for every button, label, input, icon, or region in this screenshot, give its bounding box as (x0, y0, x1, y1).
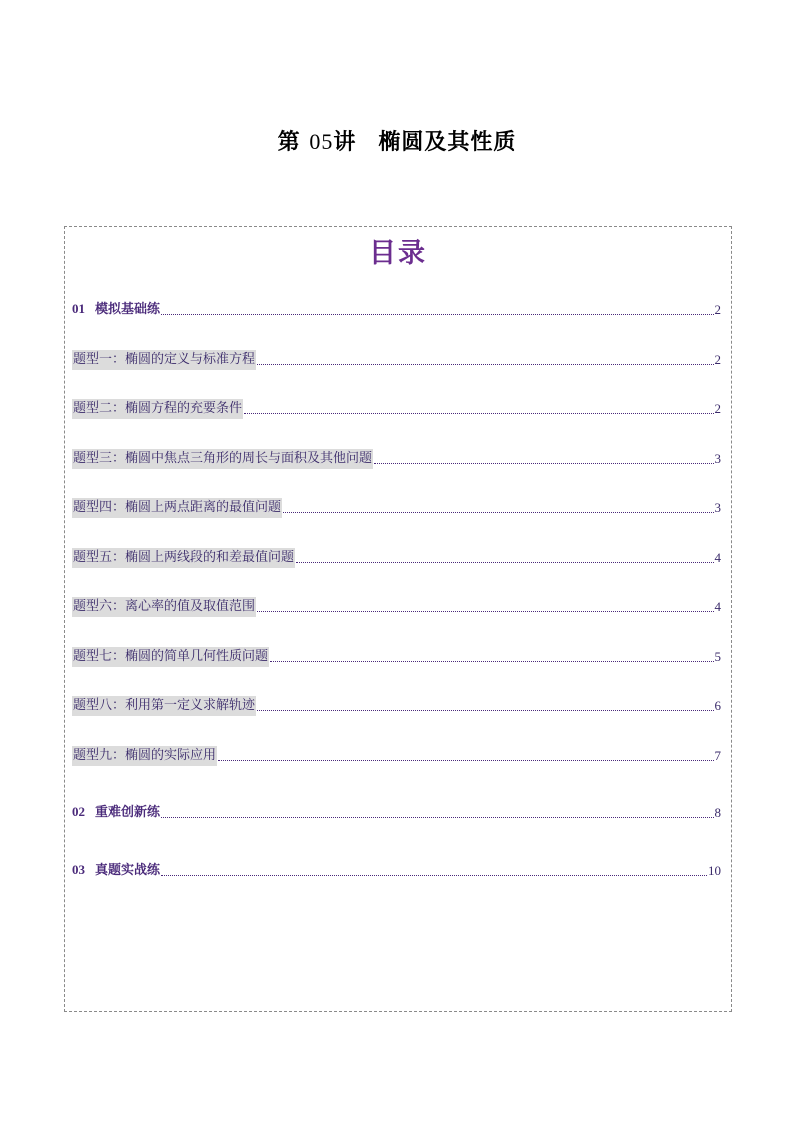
toc-entry-label: 题型一：椭圆的定义与标准方程 (72, 350, 256, 370)
title-prefix: 第 (277, 130, 301, 155)
toc-entry-label: 02 重难创新练 (72, 804, 161, 820)
toc-entry-type-5[interactable] (72, 548, 721, 568)
toc-entry-section-02[interactable] (72, 803, 721, 823)
toc-entry-label: 题型六：离心率的值及取值范围 (72, 597, 256, 617)
toc-entry-page: 2 (714, 401, 721, 416)
toc-entry-label: 题型九：椭圆的实际应用 (72, 746, 217, 766)
title-suffix: 讲 (333, 130, 357, 155)
page-title (0, 125, 794, 156)
toc-entry-type-1[interactable] (72, 350, 721, 370)
toc-entry-type-2[interactable] (72, 399, 721, 419)
toc-entry-page: 10 (708, 863, 721, 878)
dot-leader (257, 364, 713, 365)
toc-entry-page: 6 (714, 698, 721, 713)
toc-entry-page: 8 (714, 805, 721, 820)
toc-entry-label: 题型二：椭圆方程的充要条件 (72, 399, 243, 419)
toc-entry-label: 题型四：椭圆上两点距离的最值问题 (72, 498, 282, 518)
toc-entry-page: 4 (714, 599, 721, 614)
toc-entry-page: 7 (714, 748, 721, 763)
toc-entry-page: 4 (714, 550, 721, 565)
title-topic: 椭圆及其性质 (378, 130, 517, 155)
toc-entry-index: 01 (72, 301, 85, 316)
dot-leader (244, 413, 713, 414)
toc-entry-type-6[interactable] (72, 597, 721, 617)
toc-entry-type-3[interactable] (72, 449, 721, 469)
toc-box (64, 226, 732, 1012)
toc-entry-type-9[interactable] (72, 746, 721, 766)
toc-entry-label: 题型八：利用第一定义求解轨迹 (72, 696, 256, 716)
toc-entry-index: 02 (72, 804, 85, 819)
toc-entry-type-4[interactable] (72, 498, 721, 518)
toc-entry-label: 题型五：椭圆上两线段的和差最值问题 (72, 548, 295, 568)
dot-leader (161, 817, 713, 818)
toc-entry-section-03[interactable] (72, 861, 721, 881)
dot-leader (257, 710, 713, 711)
toc-heading: 目录 (369, 238, 427, 269)
toc-entry-page: 2 (714, 352, 721, 367)
dot-leader (374, 463, 713, 464)
toc-entry-page: 3 (714, 500, 721, 515)
dot-leader (270, 661, 713, 662)
toc-entry-index: 03 (72, 862, 85, 877)
toc-entry-page: 5 (714, 649, 721, 664)
dot-leader (161, 314, 713, 315)
toc-entry-label: 03 真题实战练 (72, 862, 161, 878)
title-number: 05 (309, 129, 334, 154)
toc-entry-label: 01 模拟基础练 (72, 301, 161, 317)
toc-entry-type-7[interactable] (72, 647, 721, 667)
toc-entry-label: 题型三：椭圆中焦点三角形的周长与面积及其他问题 (72, 449, 373, 469)
toc-entry-label: 题型七：椭圆的简单几何性质问题 (72, 647, 269, 667)
dot-leader (257, 611, 713, 612)
dot-leader (161, 875, 707, 876)
toc-entry-page: 3 (714, 451, 721, 466)
toc-entry-section-01[interactable] (72, 300, 721, 320)
toc-entry-type-8[interactable] (72, 696, 721, 716)
dot-leader (283, 512, 713, 513)
toc-entry-page: 2 (714, 302, 721, 317)
dot-leader (218, 760, 713, 761)
dot-leader (296, 562, 713, 563)
